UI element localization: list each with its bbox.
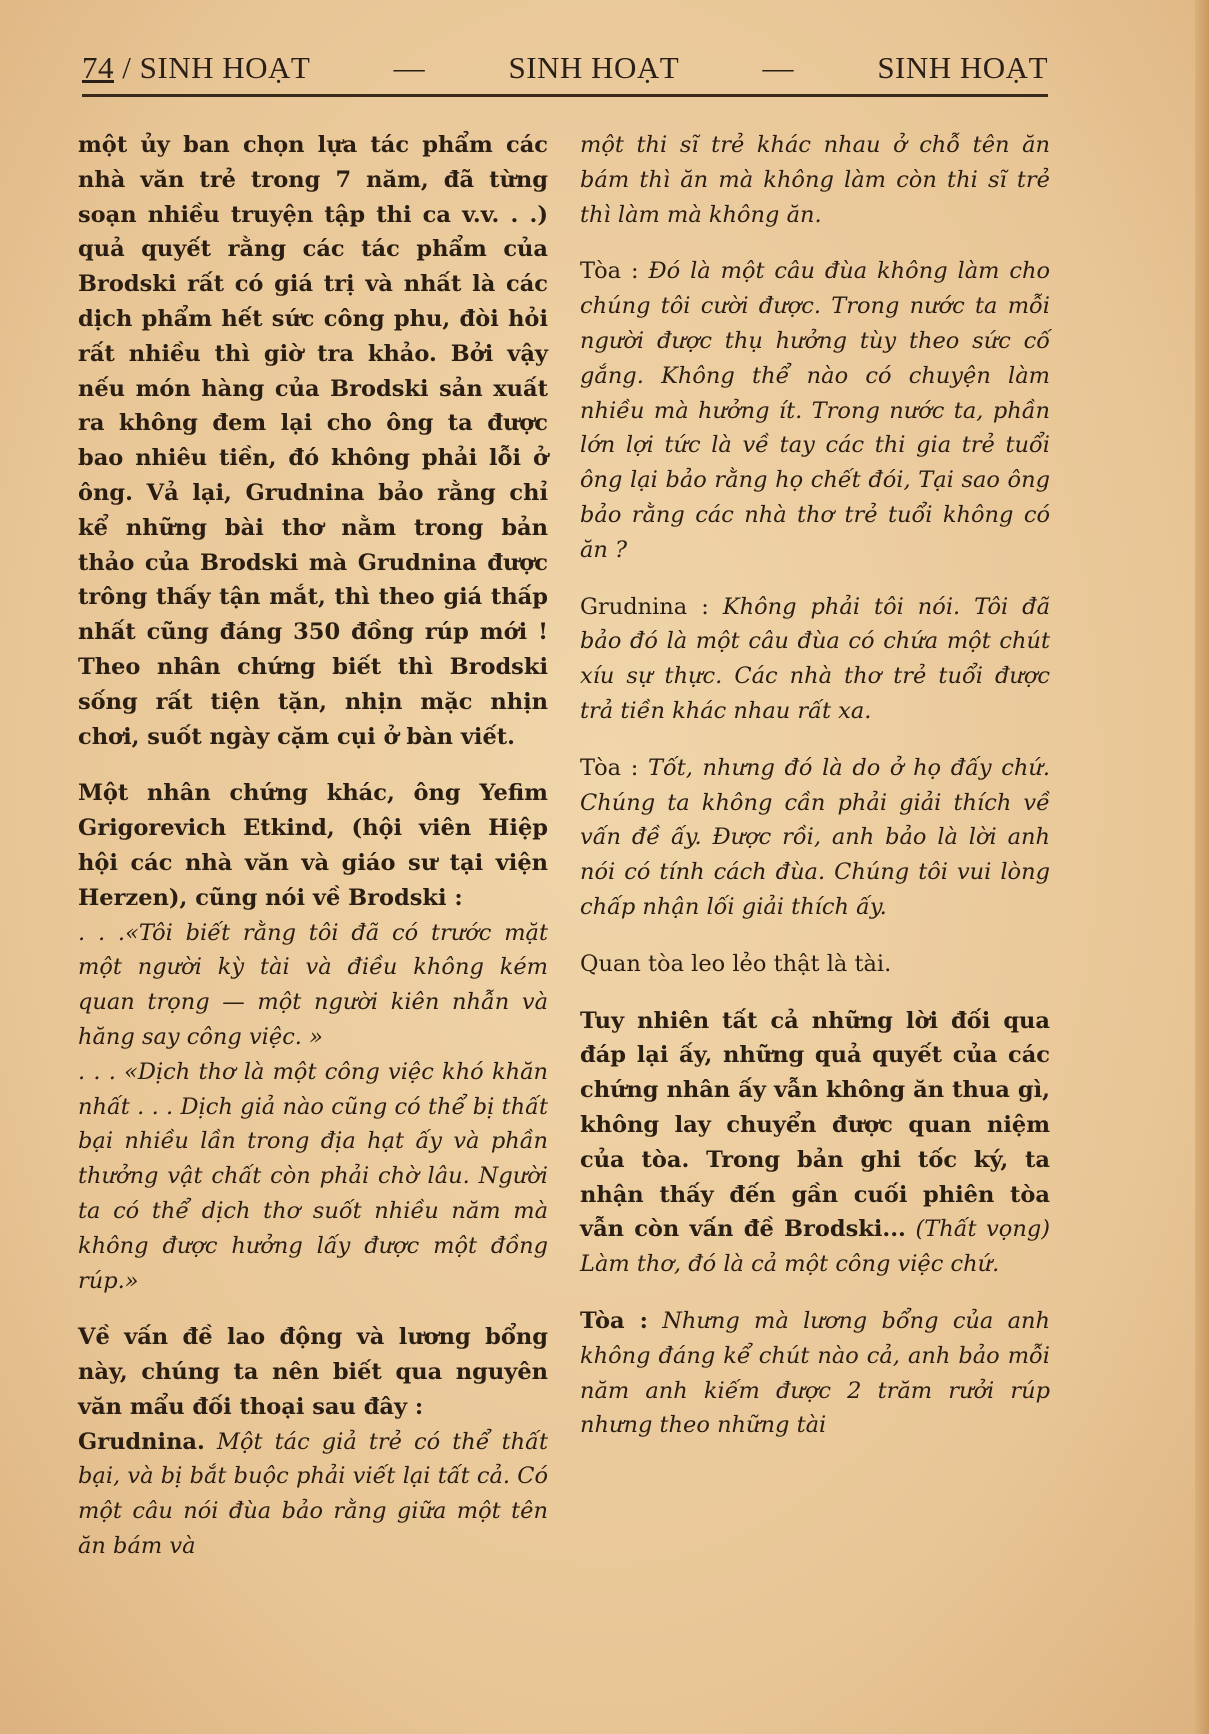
header-dash-1: —	[393, 50, 426, 85]
left-paragraph-1: một ủy ban chọn lựa tác phẩm các nhà văn trẻ trong 7 năm, đã từng soạn nhiều truyện tập thi ca v.v. . .) quả quyết rằng các tác phẩm của Brodski rất có giá trị và nhất là các dịch phẩm hết sức công phu, đòi hỏi rất nhiều thì giờ tra khảo. Bởi vậy nếu món hàng của Brodski sản xuất ra không đem lại cho ông ta được bao nhiêu tiền, đó không phải lỗi ở ông. Vả lại, Grudnina bảo rằng chỉ kể những bài thơ nằm trong bản thảo của Brodski mà Grudnina được trông thấy tận mắt, thì theo giá thấp nhất cũng đáng 350 đồng rúp mới ! Theo nhân chứng biết thì Brodski sống rất tiện tặn, nhịn mặc nhịn chơi, suốt ngày cặm cụi ở bàn viết.	[78, 132, 548, 750]
running-header	[82, 50, 1048, 90]
narration: Tuy nhiên tất cả những lời đối qua đáp lại ấy, những quả quyết của các chứng nhân ấy vẫn không ăn thua gì, không lay chuyển được quan niệm của tòa. Trong bản ghi tốc ký, ta nhận thấy đến gần cuối phiên tòa vẫn còn vấn đề Brodski...	[580, 1007, 1050, 1243]
speech-toa: Nhưng mà lương bổng của anh không đáng kể chút nào cả, anh bảo mỗi năm anh kiếm được 2 trăm rưởi rúp nhưng theo những tài	[580, 1307, 1051, 1439]
page-number: 74	[82, 50, 114, 85]
right-paragraph-4	[580, 751, 1050, 925]
page-edge	[1195, 0, 1209, 1734]
right-paragraph-7	[580, 1304, 1050, 1443]
right-paragraph-1: một thi sĩ trẻ khác nhau ở chỗ tên ăn bám thì ăn mà không làm còn thi sĩ trẻ thì làm mà không ăn.	[580, 132, 1050, 228]
left-paragraph-2	[78, 776, 548, 1298]
header-title-2: SINH HOẠT	[508, 50, 680, 85]
header-dash-2: —	[762, 50, 794, 85]
header-title-1: SINH HOẠT	[139, 50, 311, 85]
stage-direction: (Thất vọng)	[915, 1216, 1051, 1243]
right-column	[580, 128, 1050, 1465]
speaker-toa: Tòa :	[580, 1307, 648, 1334]
header-rule	[82, 94, 1048, 97]
speaker-grudnina: Grudnina.	[78, 1428, 205, 1455]
left-paragraph-3	[78, 1320, 548, 1564]
header-title-3: SINH HOẠT	[877, 50, 1048, 85]
header-page-number	[82, 50, 310, 86]
speaker-grudnina: Grudnina :	[580, 593, 709, 620]
right-paragraph-3	[580, 590, 1050, 729]
speech-toa: Tốt, nhưng đó là do ở họ đấy chứ. Chúng ta không cần phải giải thích về vấn đề ấy. Được rồi, anh bảo là lời anh nói có tính cách đùa. Chúng tôi vui lòng chấp nhận lối giải thích ấy.	[580, 754, 1050, 920]
witness-quote-2: . . . «Dịch thơ là một công việc khó khăn nhất . . . Dịch giả nào cũng có thể bị thất bại nhiều lần trong địa hạt ấy và phần thưởng vật chất còn phải chờ lâu. Người ta có thể dịch thơ suốt nhiều năm mà không được hưởng lấy được một đồng rúp.»	[78, 1058, 548, 1294]
speech-grudnina: Một tác giả trẻ có thể thất bại, và bị bắt buộc phải viết lại tất cả. Có một câu nói đùa bảo rằng giữa một tên ăn bám và	[78, 1428, 549, 1560]
dialogue-intro: Về vấn đề lao động và lương bổng này, chúng ta nên biết qua nguyên văn mẩu đối thoại sau đây :	[78, 1324, 548, 1420]
right-paragraph-6	[580, 1004, 1050, 1282]
speaker-toa: Tòa :	[580, 258, 639, 285]
left-column	[78, 128, 548, 1586]
header-separator: /	[122, 50, 132, 85]
brodski-speech: Làm thơ, đó là cả một công việc chứ.	[580, 1251, 1000, 1278]
right-paragraph-2	[580, 254, 1050, 567]
speech-toa: Đó là một câu đùa không làm cho chúng tôi cười được. Trong nước ta mỗi người được thụ hưởng tùy theo sức cố gắng. Không thể nào có chuyện làm nhiều mà hưởng ít. Trong nước ta, phần lớn lợi tức là về tay các thi gia trẻ tuổi ông lại bảo rằng họ chết đói, Tại sao ông bảo rằng các nhà thơ trẻ tuổi không có ăn ?	[580, 258, 1050, 563]
witness-quote-1: . . .«Tôi biết rằng tôi đã có trước mặt một người kỳ tài và điều không kém quan trọng — một người kiên nhẫn và hăng say công việc. »	[78, 919, 548, 1050]
witness-intro: Một nhân chứng khác, ông Yefim Grigorevich Etkind, (hội viên Hiệp hội các nhà văn và giáo sư tại viện Herzen), cũng nói về Brodski :	[78, 780, 548, 911]
speech-grudnina: Không phải tôi nói. Tôi đã bảo đó là một câu đùa có chứa một chút xíu sự thực. Các nhà thơ trẻ tuổi được trả tiền khác nhau rất xa.	[580, 593, 1050, 724]
speaker-toa: Tòa :	[580, 754, 639, 781]
right-paragraph-5: Quan tòa leo lẻo thật là tài.	[580, 950, 892, 977]
